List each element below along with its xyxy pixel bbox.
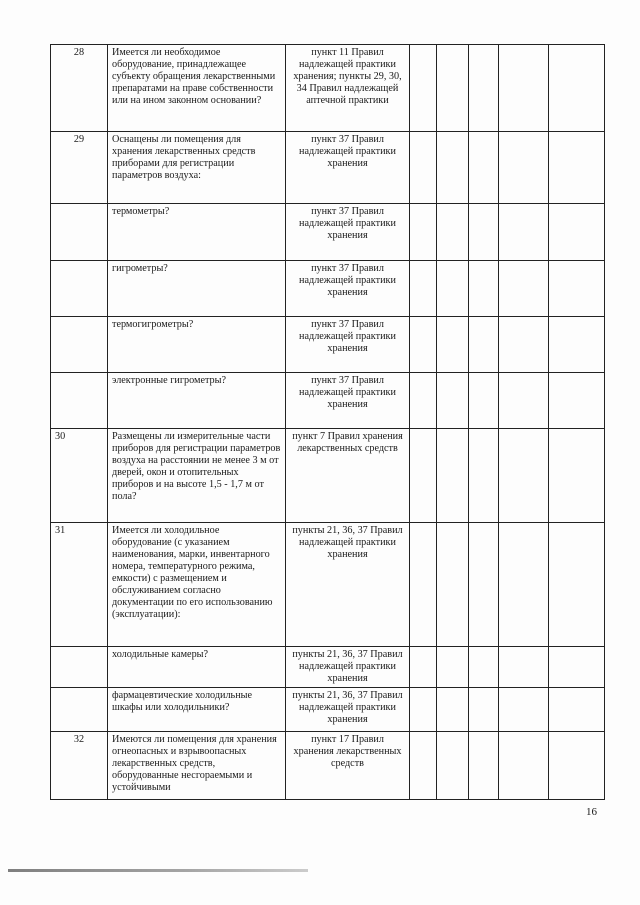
answer-yes-cell (410, 45, 437, 132)
answer-yes-cell (410, 204, 437, 261)
table-row (51, 45, 605, 132)
reference-cell: пункт 7 Правил хранения лекарственных средств (286, 429, 410, 523)
notes-cell (549, 317, 605, 373)
reference-cell: пункты 21, 36, 37 Правил надлежащей практики хранения (286, 523, 410, 647)
answer-no-cell (437, 317, 469, 373)
notes-cell (549, 647, 605, 688)
answer-extra-cell (499, 317, 549, 373)
notes-cell (549, 688, 605, 732)
answer-no-cell (437, 261, 469, 317)
answer-no-cell (437, 132, 469, 204)
table-row (51, 647, 605, 688)
answer-na-cell (469, 261, 499, 317)
reference-cell: пункт 37 Правил надлежащей практики хранения (286, 204, 410, 261)
answer-na-cell (469, 204, 499, 261)
reference-cell: пункт 11 Правил надлежащей практики хранения; пункты 29, 30, 34 Правил надлежащей аптечной практики (286, 45, 410, 132)
answer-yes-cell (410, 523, 437, 647)
notes-cell (549, 261, 605, 317)
answer-no-cell (437, 373, 469, 429)
answer-extra-cell (499, 732, 549, 800)
table-row (51, 688, 605, 732)
notes-cell (549, 732, 605, 800)
reference-cell: пункт 37 Правил надлежащей практики хранения (286, 317, 410, 373)
scan-artifact-line (8, 869, 308, 872)
question-cell: термогигрометры? (108, 317, 286, 373)
answer-na-cell (469, 373, 499, 429)
page-number: 16 (586, 806, 597, 818)
answer-yes-cell (410, 261, 437, 317)
table-row (51, 204, 605, 261)
table-row (51, 132, 605, 204)
answer-no-cell (437, 429, 469, 523)
row-number (51, 647, 108, 688)
row-number (51, 373, 108, 429)
answer-no-cell (437, 523, 469, 647)
row-number: 32 (51, 732, 108, 800)
question-cell: электронные гигрометры? (108, 373, 286, 429)
answer-na-cell (469, 317, 499, 373)
reference-cell: пункт 37 Правил надлежащей практики хранения (286, 261, 410, 317)
row-number: 28 (51, 45, 108, 132)
row-number (51, 317, 108, 373)
answer-yes-cell (410, 688, 437, 732)
answer-no-cell (437, 732, 469, 800)
question-cell: Размещены ли измерительные части приборов для регистрации параметров воздуха на расстоянии не менее 3 м от дверей, окон и отопительных приборов и на высоте 1,5 - 1,7 м от пола? (108, 429, 286, 523)
notes-cell (549, 523, 605, 647)
question-cell: фармацевтические холодильные шкафы или холодильники? (108, 688, 286, 732)
answer-na-cell (469, 429, 499, 523)
answer-yes-cell (410, 132, 437, 204)
answer-extra-cell (499, 429, 549, 523)
row-number: 29 (51, 132, 108, 204)
table-row (51, 429, 605, 523)
question-cell: Имеются ли помещения для хранения огнеопасных и взрывоопасных лекарственных средств, оборудованные несгораемыми и устойчивыми (108, 732, 286, 800)
question-cell: Имеется ли холодильное оборудование (с указанием наименования, марки, инвентарного номера, температурного режима, емкости) с размещением и обслуживанием согласно документации по его использованию (эксплуатации): (108, 523, 286, 647)
table-row (51, 732, 605, 800)
answer-extra-cell (499, 373, 549, 429)
table-row (51, 373, 605, 429)
notes-cell (549, 373, 605, 429)
notes-cell (549, 204, 605, 261)
answer-extra-cell (499, 204, 549, 261)
answer-extra-cell (499, 45, 549, 132)
question-cell: Оснащены ли помещения для хранения лекарственных средств приборами для регистрации параметров воздуха: (108, 132, 286, 204)
answer-yes-cell (410, 732, 437, 800)
question-cell: термометры? (108, 204, 286, 261)
notes-cell (549, 429, 605, 523)
row-number (51, 688, 108, 732)
answer-na-cell (469, 732, 499, 800)
checklist-table (50, 44, 605, 800)
table-row (51, 261, 605, 317)
answer-na-cell (469, 688, 499, 732)
answer-no-cell (437, 45, 469, 132)
answer-na-cell (469, 523, 499, 647)
reference-cell: пункты 21, 36, 37 Правил надлежащей практики хранения (286, 647, 410, 688)
table-row (51, 523, 605, 647)
answer-yes-cell (410, 647, 437, 688)
answer-na-cell (469, 132, 499, 204)
row-number (51, 261, 108, 317)
answer-extra-cell (499, 132, 549, 204)
row-number (51, 204, 108, 261)
question-cell: гигрометры? (108, 261, 286, 317)
answer-na-cell (469, 647, 499, 688)
reference-cell: пункт 17 Правил хранения лекарственных средств (286, 732, 410, 800)
reference-cell: пункты 21, 36, 37 Правил надлежащей практики хранения (286, 688, 410, 732)
question-cell: холодильные камеры? (108, 647, 286, 688)
row-number: 30 (51, 429, 108, 523)
answer-extra-cell (499, 647, 549, 688)
answer-no-cell (437, 688, 469, 732)
answer-extra-cell (499, 523, 549, 647)
answer-yes-cell (410, 317, 437, 373)
question-cell: Имеется ли необходимое оборудование, принадлежащее субъекту обращения лекарственными препаратами на праве собственности или на ином законном основании? (108, 45, 286, 132)
answer-extra-cell (499, 688, 549, 732)
reference-cell: пункт 37 Правил надлежащей практики хранения (286, 373, 410, 429)
table-row (51, 317, 605, 373)
row-number: 31 (51, 523, 108, 647)
answer-yes-cell (410, 373, 437, 429)
answer-na-cell (469, 45, 499, 132)
answer-extra-cell (499, 261, 549, 317)
answer-no-cell (437, 647, 469, 688)
answer-yes-cell (410, 429, 437, 523)
notes-cell (549, 45, 605, 132)
notes-cell (549, 132, 605, 204)
answer-no-cell (437, 204, 469, 261)
reference-cell: пункт 37 Правил надлежащей практики хранения (286, 132, 410, 204)
